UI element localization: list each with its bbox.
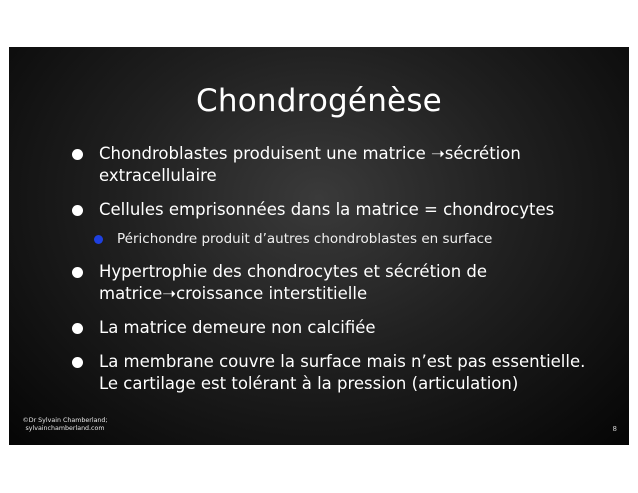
bullet-item	[69, 261, 589, 305]
sub-bullet-dot-icon	[94, 235, 103, 244]
bullet-item	[69, 317, 589, 339]
slide	[9, 47, 629, 445]
sub-bullet-item	[69, 230, 589, 248]
bullet-text: Hypertrophie des chondrocytes et sécrétion de matrice➝croissance interstitielle	[99, 262, 488, 303]
bullet-item	[69, 351, 589, 395]
slide-title: Chondrogénèse	[196, 83, 442, 119]
bullet-text: La membrane couvre la surface mais n’est pas essentielle. Le cartilage est tolérant à la pression (articulation)	[99, 352, 586, 393]
bullet-dot-icon	[72, 357, 83, 368]
bullet-dot-icon	[72, 323, 83, 334]
bullet-dot-icon	[72, 205, 83, 216]
bullet-text: Chondroblastes produisent une matrice ➝sécrétion extracellulaire	[99, 144, 521, 185]
bullet-text: Cellules emprisonnées dans la matrice = chondrocytes	[99, 200, 555, 219]
credit-website: sylvainchamberland.com	[25, 425, 105, 432]
copyright-credit	[19, 417, 111, 433]
bullet-list	[69, 143, 589, 407]
bullet-text: La matrice demeure non calcifiée	[99, 318, 376, 337]
credit-author: ©Dr Sylvain Chamberland;	[22, 417, 108, 424]
bullet-item	[69, 199, 589, 221]
bullet-dot-icon	[72, 267, 83, 278]
page-number: 8	[612, 425, 617, 433]
sub-bullet-text: Périchondre produit d’autres chondroblastes en surface	[117, 231, 493, 247]
bullet-dot-icon	[72, 149, 83, 160]
bullet-item	[69, 143, 589, 187]
